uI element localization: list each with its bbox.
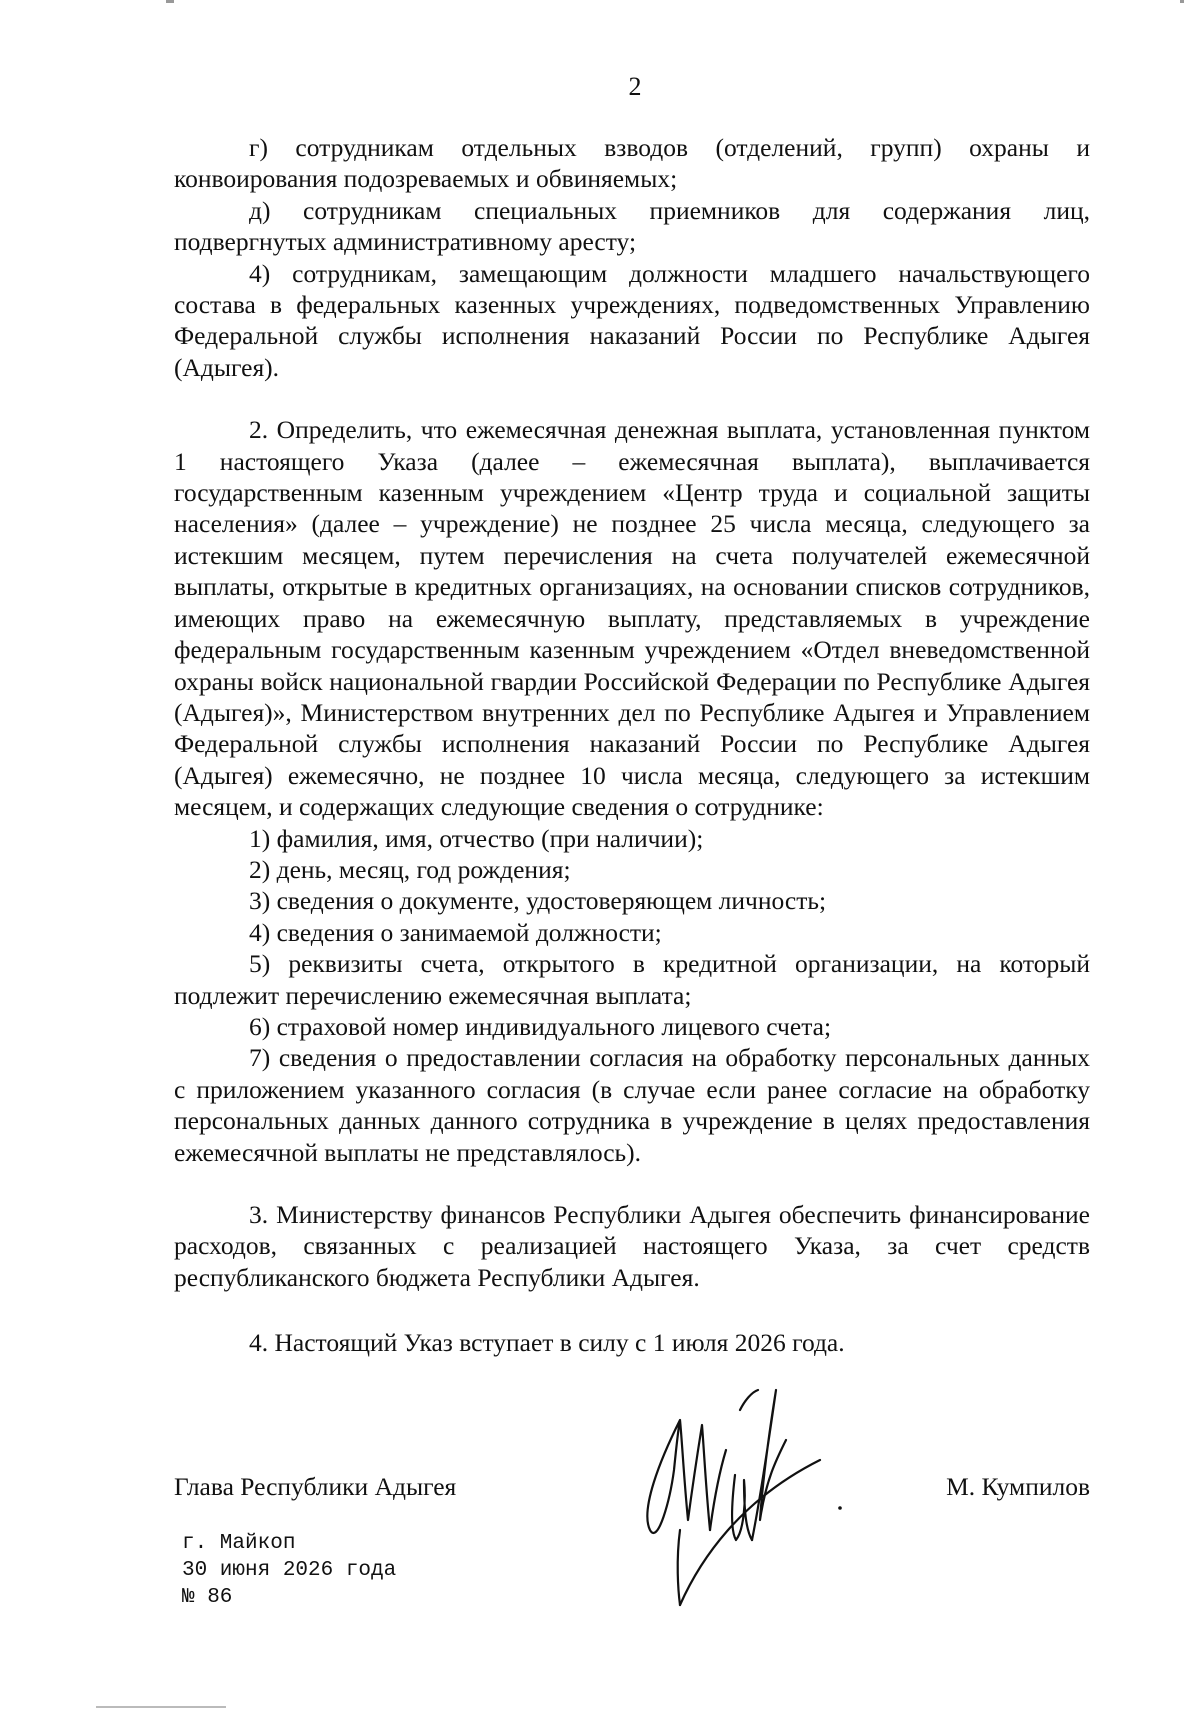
handwritten-signature bbox=[640, 1380, 880, 1620]
scan-artifact bbox=[96, 1706, 226, 1708]
list-item-2: 2) день, месяц, год рождения; bbox=[249, 854, 571, 884]
place-date-number bbox=[182, 1530, 396, 1611]
paragraph-clause-3: 3. Министерству финансов Республики Адыгея обеспечить финансирование расходов, связанных с реализацией настоящего Указа, за счет средств республиканского бюджета Республики Адыгея. bbox=[174, 1200, 1090, 1292]
list-item-6: 6) страховой номер индивидуального лицевого счета; bbox=[249, 1011, 832, 1041]
list-item-4: 4) сведения о занимаемой должности; bbox=[249, 917, 662, 947]
list-item-7: 7) сведения о предоставлении согласия на обработку персональных данных с приложением указанного согласия (в случае если ранее согласие на обработку персональных данных данного сотрудника в учреждение в целях предоставления ежемесячной выплаты не представлялось). bbox=[174, 1043, 1090, 1167]
list-item-1: 1) фамилия, имя, отчество (при наличии); bbox=[249, 823, 704, 853]
date: 30 июня 2026 года bbox=[182, 1559, 397, 1582]
paragraph-d: д) сотрудникам специальных приемников для содержания лиц, подвергнутых административному аресту; bbox=[174, 195, 1090, 257]
document-body bbox=[174, 132, 1090, 1359]
paragraph-clause-4: 4. Настоящий Указ вступает в силу с 1 июля 2026 года. bbox=[249, 1328, 845, 1358]
signatory-title: Глава Республики Адыгея bbox=[174, 1472, 457, 1501]
list-item-5: 5) реквизиты счета, открытого в кредитной организации, на который подлежит перечислению ежемесячная выплата; bbox=[174, 949, 1090, 1010]
signatory-name: М. Кумпилов bbox=[946, 1472, 1090, 1501]
page-number: 2 bbox=[628, 72, 642, 101]
decree-number: № 86 bbox=[182, 1586, 233, 1609]
scan-artifact bbox=[1180, 0, 1184, 3]
list-item-3: 3) сведения о документе, удостоверяющем личность; bbox=[249, 886, 827, 916]
paragraph-4: 4) сотрудникам, замещающим должности младшего начальствующего состава в федеральных казенных учреждениях, подведомственных Управлению Федеральной службы исполнения наказаний России по Республике Адыгея (Адыгея). bbox=[174, 258, 1090, 382]
paragraph-clause-2: 2. Определить, что ежемесячная денежная выплата, установленная пунктом 1 настоящего Указа (далее – ежемесячная выплата), выплачивается государственным казенным учреждением «Центр труда и социальной защиты населения» (далее – учреждение) не позднее 25 числа месяца, следующего за истекшим месяцем, путем перечисления на счета получателей ежемесячной выплаты, открытые в кредитных организациях, на основании списков сотрудников, имеющих право на ежемесячную выплату, представляемых в учреждение федеральным государственным казенным учреждением «Отдел вневедомственной охраны войск национальной гвардии Российской Федерации по Республике Адыгея (Адыгея)», Министерством внутренних дел по Республике Адыгея и Управлением Федеральной службы исполнения наказаний России по Республике Адыгея (Адыгея) ежемесячно, не позднее 10 числа месяца, следующего за истекшим месяцем, и содержащих следующие сведения о сотруднике: bbox=[174, 415, 1090, 822]
city: г. Майкоп bbox=[182, 1532, 296, 1555]
paragraph-g: г) сотрудникам отдельных взводов (отделений, групп) охраны и конвоирования подозреваемых и обвиняемых; bbox=[174, 133, 1090, 194]
scan-artifact bbox=[166, 0, 174, 3]
